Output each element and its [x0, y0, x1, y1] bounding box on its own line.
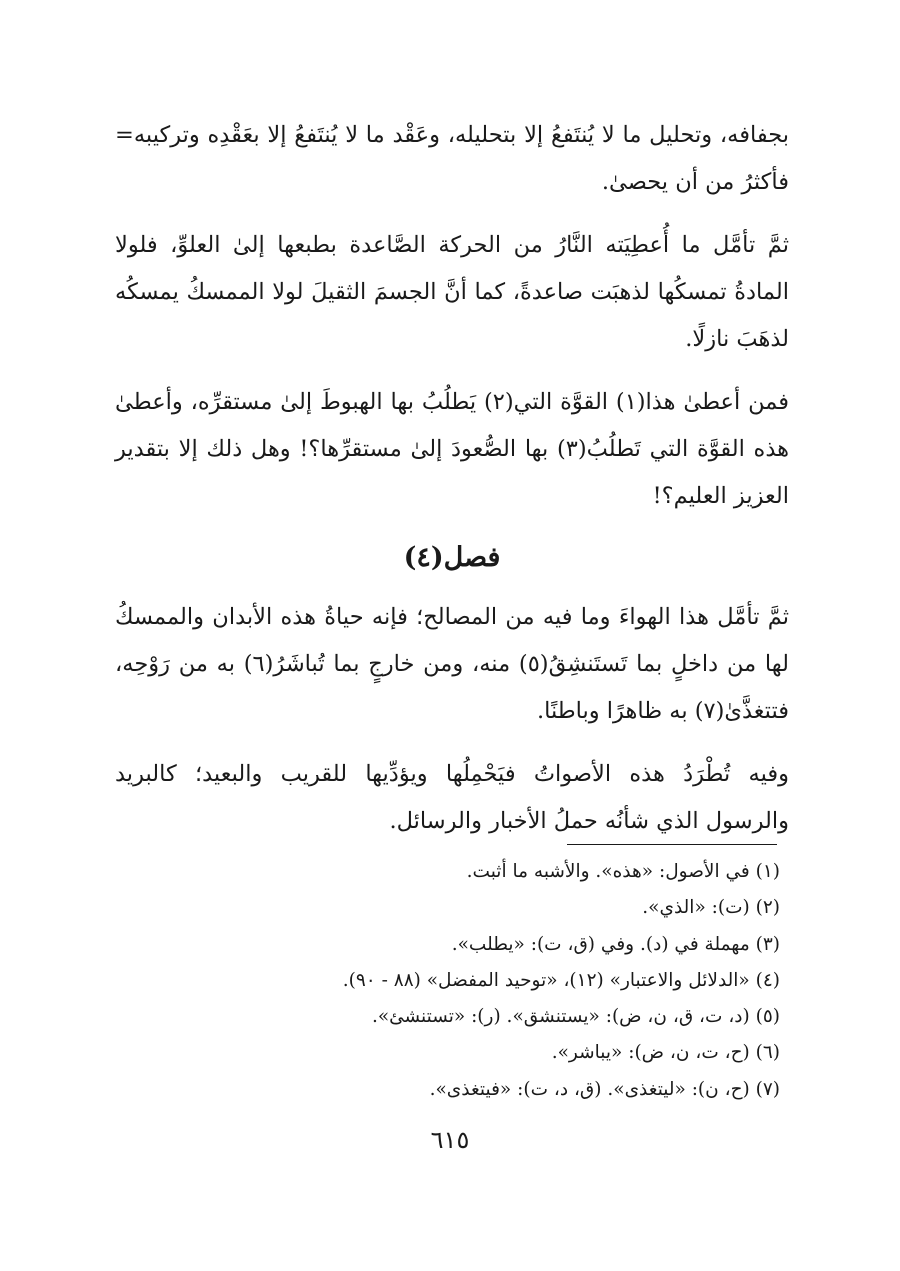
main-text [115, 112, 789, 861]
footnote: (٣) مهملة في (د). وفي (ق، ت): «يطلب». [451, 933, 780, 955]
footnotes [250, 854, 780, 1108]
footnote: (١) في الأصول: «هذه». والأشبه ما أثبت. [466, 861, 780, 882]
paragraph: فمن أعطىٰ هذا(١) القوَّة التي(٢) يَطلُبُ بها الهبوطَ إلىٰ مستقرِّه، وأعطىٰ هذه القوَّة التي تَطلُبُ(٣) بها الصُّعودَ إلىٰ مستقرِّها؟! وهل ذلك إلا بتقدير العزيز العليم؟! [115, 389, 789, 509]
paragraph: ثمَّ تأمَّل ما أُعطِيَته النَّارُ من الحركة الصَّاعدة بطبعها إلىٰ العلوِّ، فلولا المادةُ تمسكُها لذهبَت صاعدةً، كما أنَّ الجسمَ الثقيلَ لولا الممسكُ يمسكُه لذهَبَ نازلًا. [115, 232, 789, 352]
paragraph: وفيه تُطْرَدُ هذه الأصواتُ فيَحْمِلُها ويؤدِّيها للقريب والبعيد؛ كالبريد والرسول الذي شأنُه حملُ الأخبار والرسائل. [115, 761, 789, 834]
paragraph: ثمَّ تأمَّل هذا الهواءَ وما فيه من المصالح؛ فإنه حياةُ هذه الأبدان والممسكُ لها من داخلٍ بما تَستَنشِقُ(٥) منه، ومن خارجٍ بما تُباشَرُ(٦) به من رَوْحِه، فتتغذَّىٰ(٧) به ظاهرًا وباطنًا. [115, 604, 789, 724]
page-number: ٦١٥ [430, 1126, 470, 1154]
footnote-divider [567, 844, 777, 845]
footnote: (٧) (ح، ن): «ليتغذى». (ق، د، ت): «فيتغذى». [429, 1078, 780, 1100]
paragraph: بجفافه، وتحليل ما لا يُنتَفعُ إلا بتحليله، وعَقْد ما لا يُنتَفعُ إلا بعَقْدِه وتركيبه= فأكثرُ من أن يحصىٰ. [115, 122, 789, 195]
footnote: (٤) «الدلائل والاعتبار» (١٢)، «توحيد المفضل» (٨٨ - ٩٠). [342, 969, 780, 991]
footnote: (٥) (د، ت، ق، ن، ض): «يستنشق». (ر): «تستنشئ». [371, 1006, 780, 1028]
section-heading: فصل(٤) [403, 542, 501, 573]
footnote: (٦) (ح، ت، ن، ض): «يباشر». [551, 1042, 780, 1064]
footnote: (٢) (ت): «الذي». [642, 897, 780, 919]
